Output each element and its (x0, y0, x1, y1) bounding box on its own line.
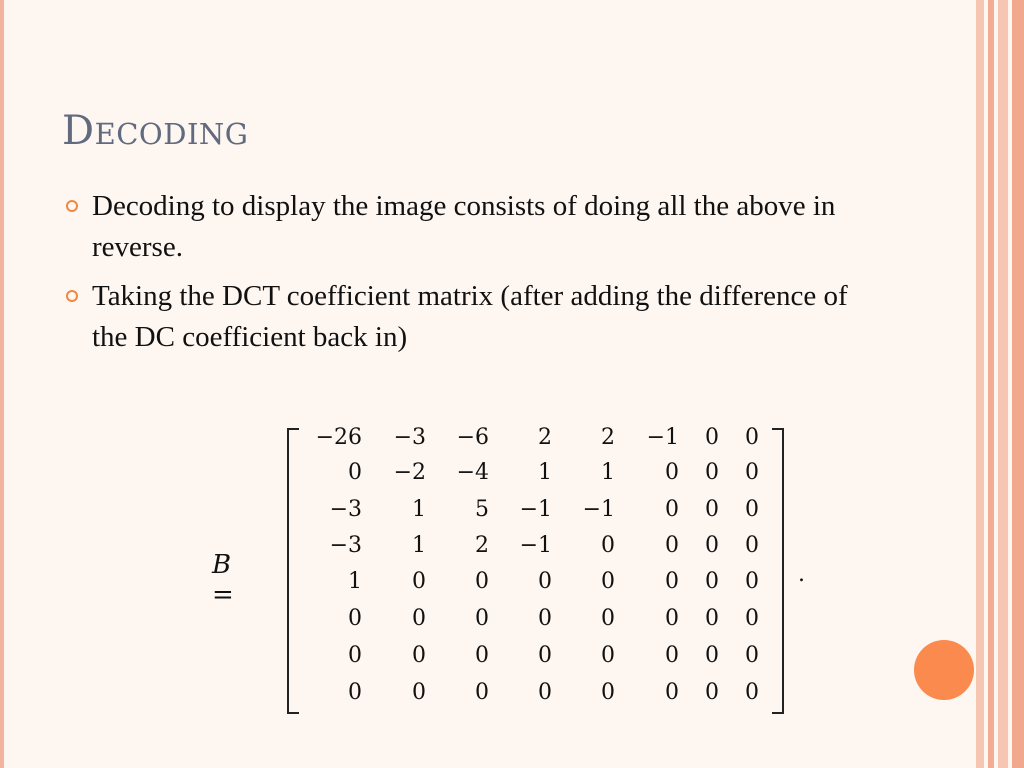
matrix-cell: 0 (412, 643, 426, 668)
matrix-cell: 0 (475, 643, 489, 668)
matrix-variable-label (212, 550, 234, 610)
matrix-cell: −4 (456, 460, 489, 485)
matrix-right-bracket (772, 428, 784, 714)
matrix-cell: 0 (665, 497, 679, 522)
matrix-cell: 0 (705, 643, 719, 668)
matrix-cell: −1 (646, 425, 679, 450)
matrix-cell: −26 (315, 425, 362, 450)
matrix-cell: 0 (745, 606, 759, 631)
matrix-cell: 0 (475, 680, 489, 705)
matrix-cell: −1 (519, 533, 552, 558)
matrix-cell: 2 (601, 425, 615, 450)
matrix-variable: B (212, 550, 232, 580)
matrix-cell: 0 (601, 606, 615, 631)
matrix-cell: 0 (665, 533, 679, 558)
right-decorative-stripe (976, 0, 984, 768)
matrix-cell: 0 (745, 680, 759, 705)
matrix-cell: 0 (538, 643, 552, 668)
matrix-cell: 0 (348, 606, 362, 631)
matrix-cell: 0 (538, 680, 552, 705)
matrix-cell: 0 (665, 643, 679, 668)
matrix-cell: −3 (329, 533, 362, 558)
matrix-cell: 1 (412, 533, 426, 558)
matrix-cell: 0 (705, 460, 719, 485)
matrix-cell: −2 (393, 460, 426, 485)
matrix-cell: 0 (745, 460, 759, 485)
matrix-cell: 0 (601, 643, 615, 668)
matrix-cell: 1 (601, 460, 615, 485)
equation-period: . (798, 562, 805, 587)
right-decorative-stripe (988, 0, 994, 768)
matrix-cell: 0 (665, 569, 679, 594)
right-decorative-stripe (1012, 0, 1024, 768)
matrix-cell: −3 (329, 497, 362, 522)
matrix-cell: 0 (665, 680, 679, 705)
matrix-cell: 2 (538, 425, 552, 450)
matrix-cell: 1 (412, 497, 426, 522)
matrix-cell: 0 (348, 643, 362, 668)
bullet-item (92, 186, 862, 268)
matrix-cell: 0 (705, 569, 719, 594)
matrix-cell: 0 (601, 533, 615, 558)
matrix-cell: 0 (665, 460, 679, 485)
matrix-cell: 1 (538, 460, 552, 485)
decorative-circle (914, 640, 974, 700)
matrix-cell: −3 (393, 425, 426, 450)
bullet-text: Decoding to display the image consists of doing all the above in reverse. (92, 190, 836, 263)
matrix-cell: 0 (745, 497, 759, 522)
title-initial: D (62, 108, 95, 154)
matrix-cell: 0 (601, 569, 615, 594)
matrix-cell: 0 (745, 643, 759, 668)
matrix-cell: 5 (475, 497, 489, 522)
matrix-cell: 0 (475, 606, 489, 631)
matrix-cell: 0 (412, 606, 426, 631)
matrix-cell: 0 (745, 425, 759, 450)
matrix-cell: 0 (705, 533, 719, 558)
title-rest: ECODING (94, 117, 249, 151)
matrix-cell: 0 (538, 606, 552, 631)
matrix-cell: 0 (475, 569, 489, 594)
matrix-cell: −1 (582, 497, 615, 522)
bullet-item (92, 276, 862, 358)
matrix-cell: 0 (348, 680, 362, 705)
slide-title (62, 108, 248, 154)
matrix-cell: 1 (348, 569, 362, 594)
matrix-cell: 0 (705, 680, 719, 705)
matrix-cell: 0 (745, 533, 759, 558)
left-border-stripe (0, 0, 4, 768)
bullet-text: Taking the DCT coefficient matrix (after adding the difference of the DC coefficient back in) (92, 280, 848, 353)
matrix-cell: 0 (412, 569, 426, 594)
matrix-cell: 0 (705, 497, 719, 522)
matrix-cell: −1 (519, 497, 552, 522)
bullet-circle-icon (66, 290, 78, 302)
bullet-circle-icon (66, 200, 78, 212)
matrix-cell: −6 (456, 425, 489, 450)
matrix-cell: 0 (745, 569, 759, 594)
matrix-cell: 0 (412, 680, 426, 705)
matrix-cell: 0 (601, 680, 615, 705)
matrix-cell: 0 (705, 606, 719, 631)
matrix-cell: 0 (348, 460, 362, 485)
matrix-cell: 0 (705, 425, 719, 450)
matrix-cell: 0 (665, 606, 679, 631)
matrix-cell: 0 (538, 569, 552, 594)
bullet-list (92, 186, 862, 366)
equals-sign: = (212, 580, 234, 610)
matrix-cell: 2 (475, 533, 489, 558)
right-decorative-stripe (998, 0, 1008, 768)
